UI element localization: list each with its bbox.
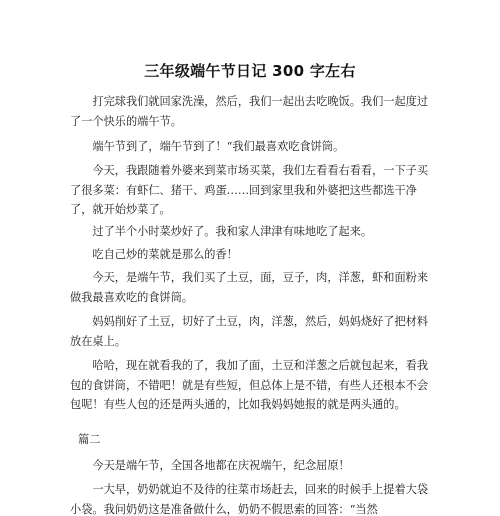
paragraph-7: 妈妈削好了土豆，切好了土豆，肉，洋葱，然后，妈妈烧好了把材料放在桌上。 (70, 315, 429, 348)
paragraph-8: 哈哈，现在就看我的了，我加了面，土豆和洋葱之后就包起来，看我包的食饼筒，不错吧！就是有些短，但总体上是不错，有些人还根本不会包呢！有些人包的还是两头通的，比如我妈妈她报的就是两头通的。 (70, 359, 429, 411)
section-label: 篇二 (78, 433, 101, 446)
paragraph-9: 今天是端午节，全国各地都在庆祝端午，纪念屈原！ (92, 459, 350, 472)
paragraph-10: 一大早，奶奶就迫不及待的往菜市场赶去，回来的时候手上提着大袋小袋。我问奶奶这是准备做什么，奶奶不假思索的回答：“当然 (70, 483, 429, 516)
paragraph-3: 今天，我跟随着外婆来到菜市场买菜，我们左看看右看看，一下子买了很多菜：有虾仁、猪干、鸡蛋……回到家里我和外婆把这些都选干净了，就开始炒菜了。 (70, 164, 429, 216)
paragraph-4: 过了半个小时菜炒好了。我和家人津津有味地吃了起来。 (92, 225, 373, 238)
paragraph-5: 吃自己炒的菜就是那么的香！ (92, 248, 238, 261)
paragraph-2: 端午节到了，端午节到了！“我们最喜欢吃食饼筒。 (92, 140, 345, 153)
paragraph-6: 今天，是端午节，我们买了土豆，面，豆子，肉，洋葱，虾和面粉来做我最喜欢吃的食饼筒。 (70, 271, 429, 304)
document-title: 三年级端午节日记 300 字左右 (144, 62, 356, 80)
paragraph-1: 打完球我们就回家洗澡，然后，我们一起出去吃晚饭。我们一起度过了一个快乐的端午节。 (70, 95, 429, 128)
